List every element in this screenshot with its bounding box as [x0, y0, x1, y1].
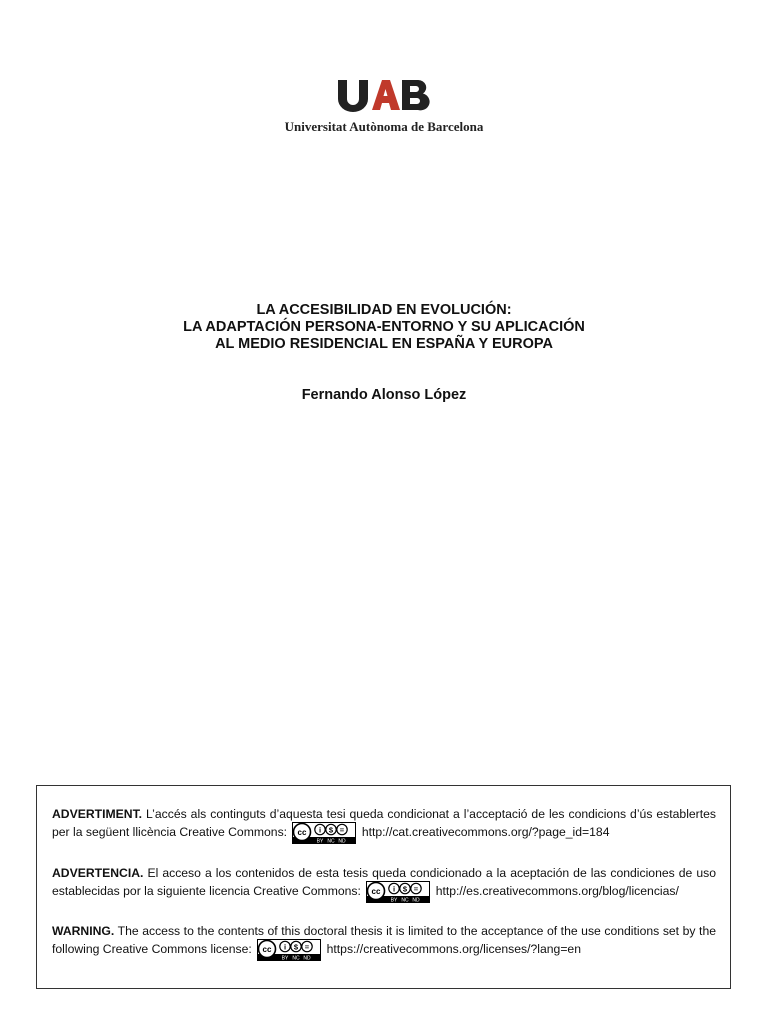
cc-term-label: ND	[338, 838, 347, 844]
license-link[interactable]: http://cat.creativecommons.org/?page_id=184	[361, 825, 610, 839]
thesis-title	[0, 302, 768, 353]
license-link[interactable]: https://creativecommons.org/licenses/?lang=en	[326, 942, 581, 956]
svg-text:cc: cc	[371, 887, 381, 896]
cc-term-label: NC	[292, 955, 300, 961]
cc-term-label: ND	[303, 955, 311, 961]
cc-term-label: BY	[317, 838, 324, 844]
svg-text:=: =	[340, 825, 345, 835]
cc-term-label: ND	[412, 897, 420, 903]
cc-term-label: NC	[327, 838, 336, 844]
cc-by-nc-nd-icon	[366, 881, 430, 903]
notice-text: El acceso a los contenidos de esta tesis queda condicionado a la aceptación de las condiciones de uso establecidas por la siguiente licencia Creative Commons:	[52, 866, 716, 898]
notice-spanish	[52, 866, 716, 903]
title-line: AL MEDIO RESIDENCIAL EN ESPAÑA Y EUROPA	[215, 336, 553, 352]
svg-text:cc: cc	[262, 945, 272, 954]
cc-term-label: NC	[401, 897, 409, 903]
svg-text:=: =	[414, 884, 419, 894]
svg-text:$: $	[329, 825, 334, 835]
uab-logo	[0, 78, 768, 135]
author-name: Fernando Alonso López	[301, 387, 467, 403]
notice-label: ADVERTENCIA.	[52, 866, 144, 880]
svg-text:=: =	[305, 942, 310, 952]
notice-english	[52, 924, 716, 961]
notice-catalan	[52, 807, 716, 844]
title-line: LA ACCESIBILIDAD EN EVOLUCIÓN:	[256, 302, 512, 318]
svg-text:i: i	[284, 942, 287, 952]
institution-name: Universitat Autònoma de Barcelona	[284, 119, 484, 134]
cc-term-label: BY	[281, 955, 289, 961]
notice-text: L’accés als continguts d’aquesta tesi queda condicionat a l’acceptació de les condicions d’ús establertes per la següent llicència Creative Commons:	[52, 807, 716, 839]
uab-logo-icon	[336, 78, 432, 112]
notice-text: The access to the contents of this doctoral thesis it is limited to the acceptance of the use conditions set by the following Creative Commons license:	[52, 924, 716, 956]
license-link[interactable]: http://es.creativecommons.org/blog/licencias/	[435, 884, 679, 898]
cc-by-nc-nd-icon	[292, 822, 356, 844]
title-line: LA ADAPTACIÓN PERSONA-ENTORNO Y SU APLICACIÓN	[183, 319, 585, 335]
svg-text:$: $	[294, 942, 299, 952]
svg-text:i: i	[393, 884, 396, 894]
svg-text:i: i	[319, 825, 322, 835]
license-notice-box	[36, 785, 731, 989]
svg-text:$: $	[403, 884, 408, 894]
notice-label: ADVERTIMENT.	[52, 807, 143, 821]
cc-by-nc-nd-icon	[257, 939, 321, 961]
notice-label: WARNING.	[52, 924, 115, 938]
cc-term-label: BY	[390, 897, 398, 903]
svg-text:cc: cc	[298, 828, 307, 837]
